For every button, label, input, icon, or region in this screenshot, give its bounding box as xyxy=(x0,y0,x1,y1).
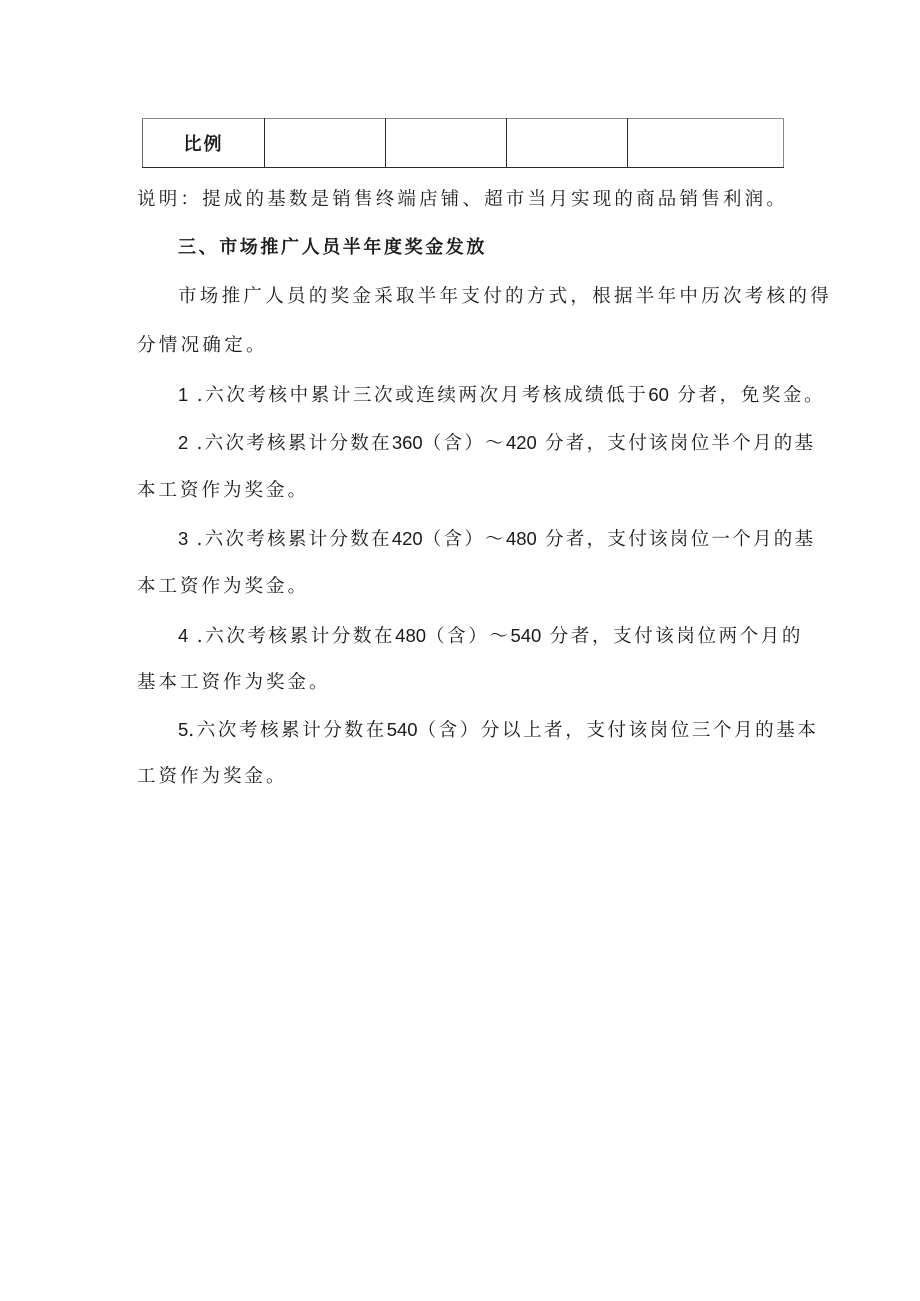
list-item-1 xyxy=(178,383,825,408)
item-text: （含）～ xyxy=(422,433,506,454)
item-text: .六次考核累计分数在 xyxy=(188,529,392,550)
item-value: 420 xyxy=(391,528,423,549)
item-text: 分者，支付该岗位一个月的基 xyxy=(536,529,816,550)
item-text: （含）～ xyxy=(426,626,511,647)
item-value: 480 xyxy=(395,625,427,646)
ratio-table xyxy=(142,118,784,168)
item-value: 480 xyxy=(505,528,537,549)
item-number: 1 xyxy=(178,384,189,405)
item-number: 5 xyxy=(178,719,189,740)
item-value: 540 xyxy=(510,625,542,646)
item-value: 540 xyxy=(386,719,418,740)
item-text: .六次考核累计分数在 xyxy=(188,720,387,741)
item-text: （含）～ xyxy=(422,529,506,550)
item-value: 60 xyxy=(648,384,669,405)
item-value: 360 xyxy=(391,432,423,453)
intro-line-2: 分情况确定。 xyxy=(137,335,268,356)
list-item-4-cont: 基本工资作为奖金。 xyxy=(137,672,331,693)
item-number: 2 xyxy=(178,432,189,453)
ratio-label: 比例 xyxy=(183,134,224,155)
item-value: 420 xyxy=(505,432,537,453)
list-item-5 xyxy=(178,718,818,743)
table-cell xyxy=(507,119,628,168)
item-text: 分者，免奖金。 xyxy=(668,385,826,406)
list-item-3-cont: 本工资作为奖金。 xyxy=(137,576,310,597)
list-item-2-cont: 本工资作为奖金。 xyxy=(137,480,310,501)
table-cell xyxy=(628,119,784,168)
list-item-4 xyxy=(178,624,803,649)
intro-line-1: 市场推广人员的奖金采取半年支付的方式，根据半年中历次考核的得 xyxy=(178,286,833,307)
section-heading: 三、市场推广人员半年度奖金发放 xyxy=(178,237,487,258)
item-number: 3 xyxy=(178,528,189,549)
item-number: 4 xyxy=(178,625,189,646)
item-text: 分者，支付该岗位半个月的基 xyxy=(536,433,816,454)
list-item-3 xyxy=(178,527,815,552)
table-cell xyxy=(386,119,507,168)
item-text: .六次考核累计分数在 xyxy=(188,626,396,647)
list-item-5-cont: 工资作为奖金。 xyxy=(137,766,288,787)
table-row xyxy=(143,119,784,168)
item-text: 分者，支付该岗位两个月的 xyxy=(541,626,804,647)
table-cell-label xyxy=(143,119,265,168)
list-item-2 xyxy=(178,431,815,456)
table-cell xyxy=(265,119,386,168)
item-text: （含）分以上者，支付该岗位三个月的基本 xyxy=(417,720,819,741)
note-text: 说明：提成的基数是销售终端店铺、超市当月实现的商品销售利润。 xyxy=(137,189,789,210)
item-text: .六次考核中累计三次或连续两次月考核成绩低于 xyxy=(188,385,649,406)
item-text: .六次考核累计分数在 xyxy=(188,433,392,454)
